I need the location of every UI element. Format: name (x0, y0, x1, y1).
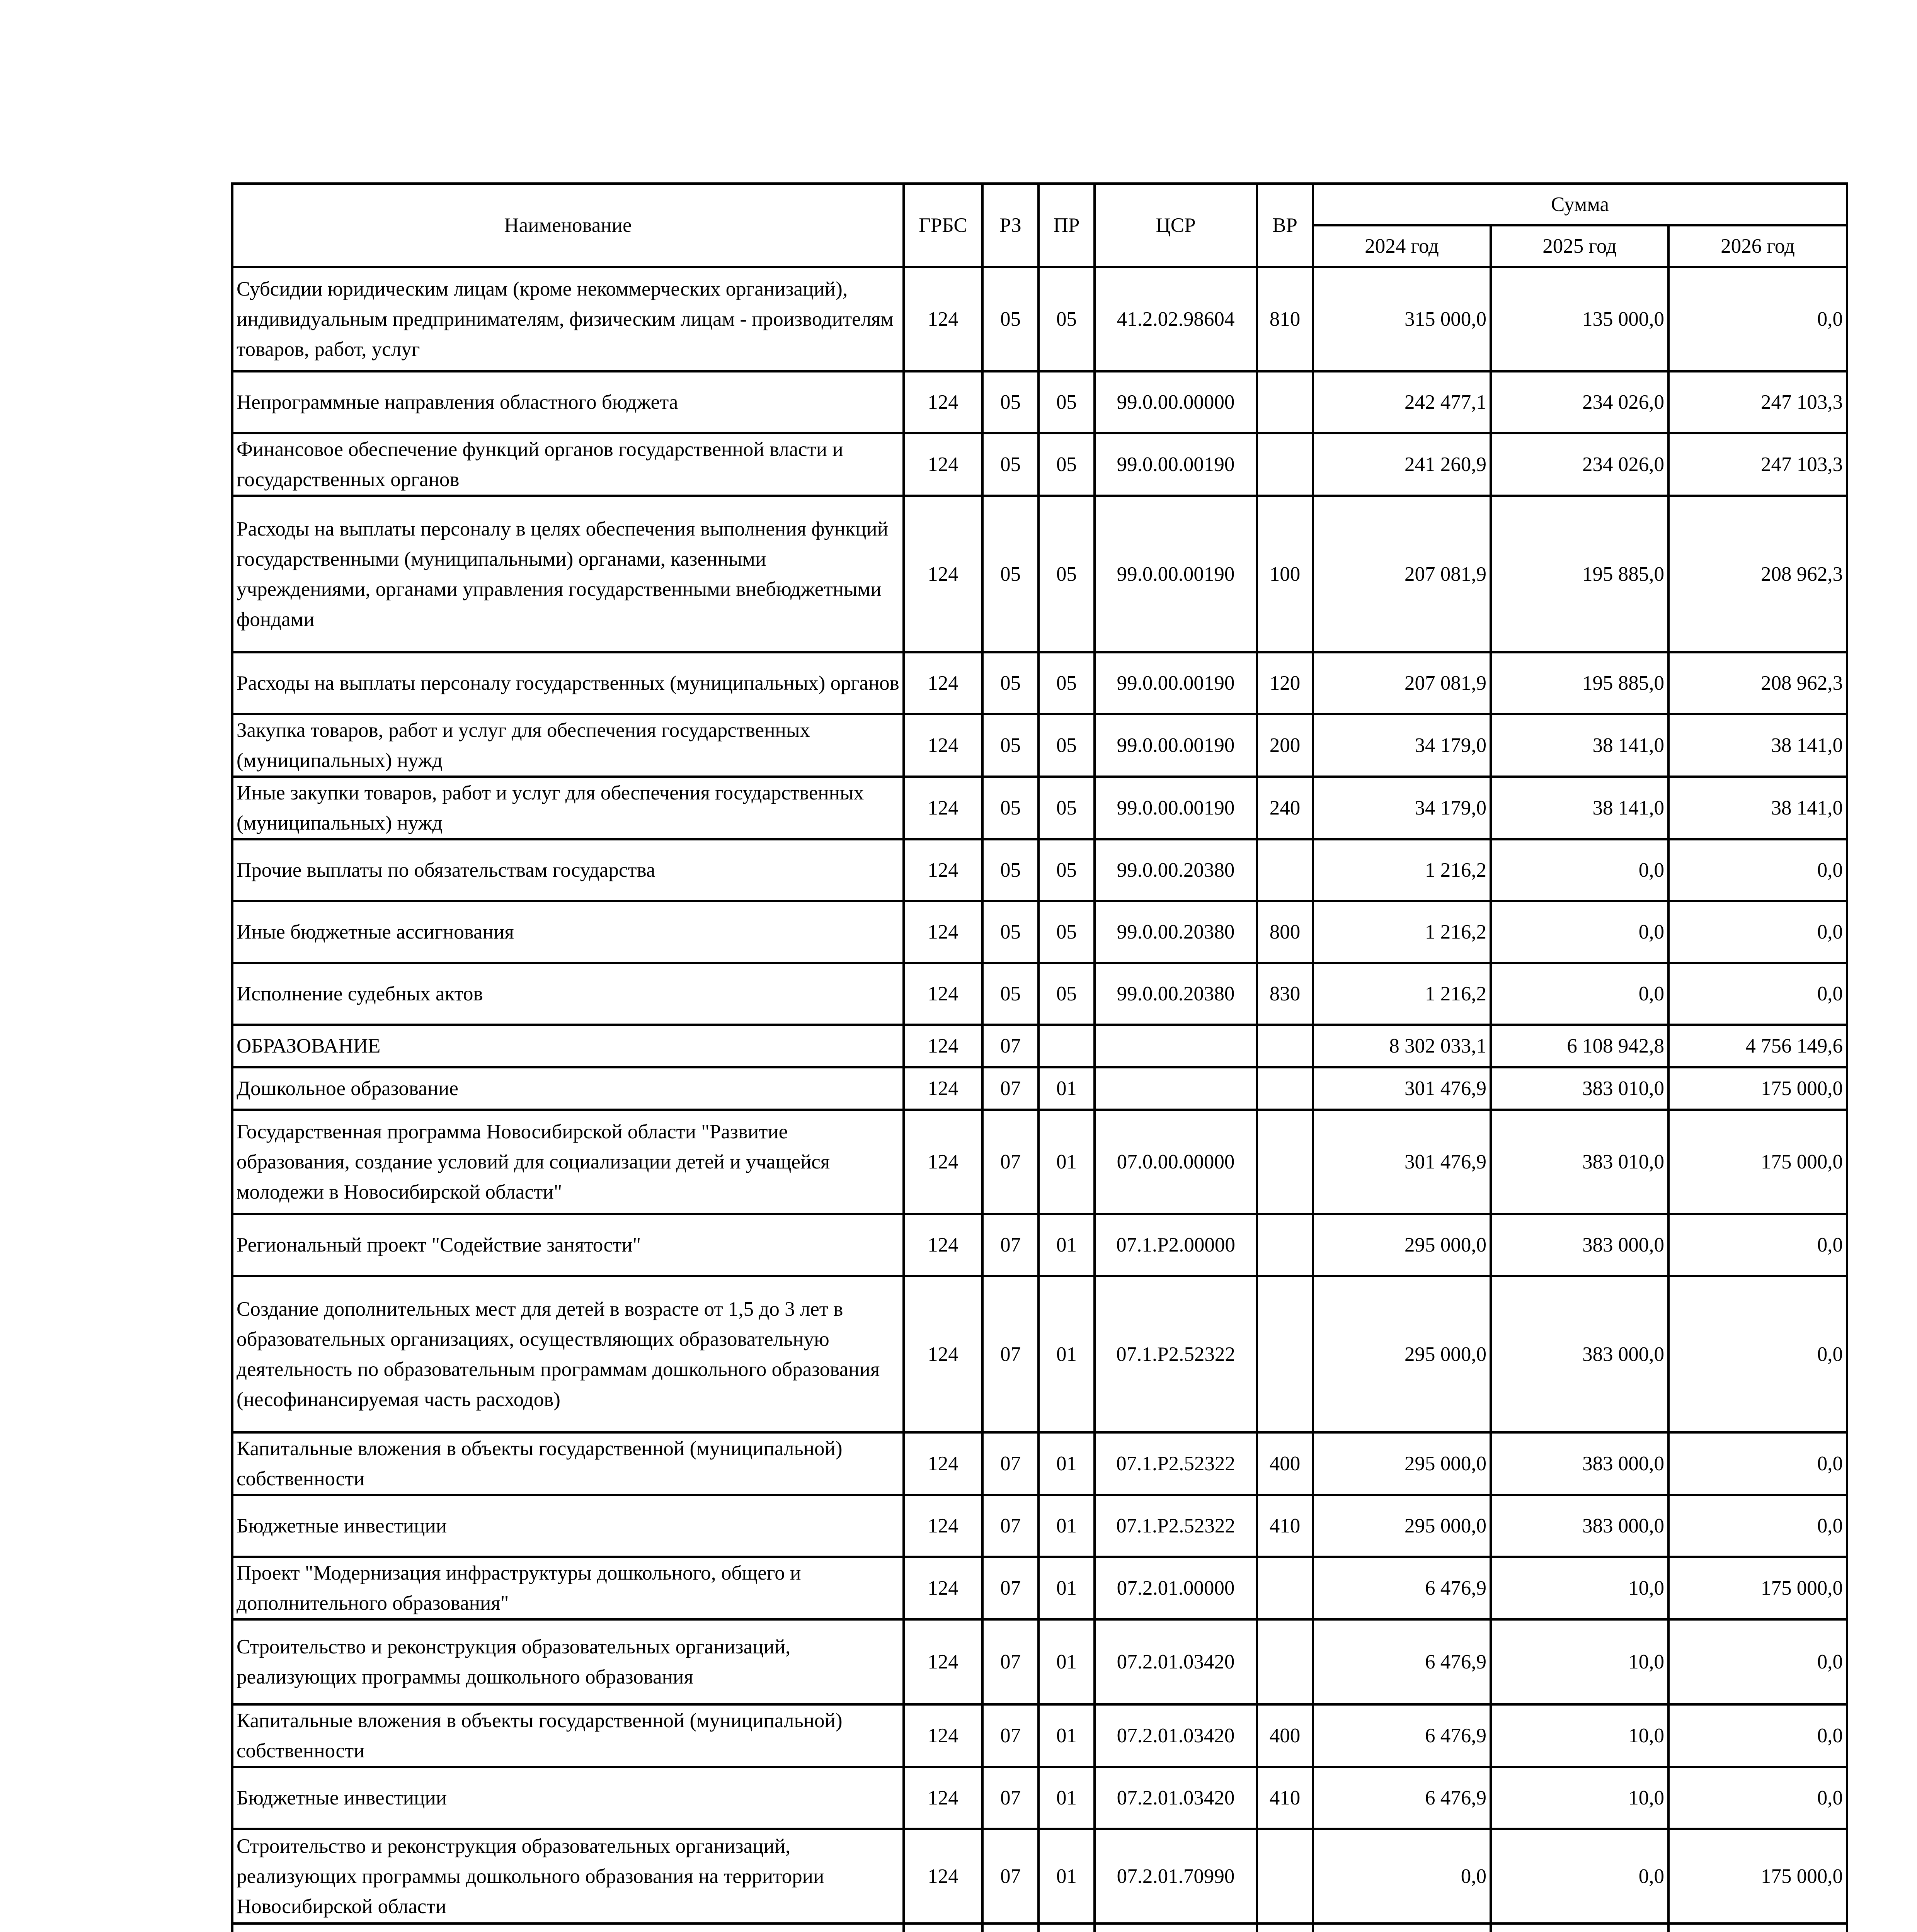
row-sum-2024: 301 476,9 (1313, 1067, 1491, 1110)
row-grbs: 124 (904, 652, 982, 714)
row-rz: 07 (982, 1432, 1039, 1495)
row-csr: 99.0.00.20380 (1095, 963, 1257, 1025)
row-rz: 05 (982, 714, 1039, 777)
row-sum-2024: 6 476,9 (1313, 1557, 1491, 1619)
row-sum-2024: 241 260,9 (1313, 433, 1491, 496)
row-vr (1257, 839, 1313, 901)
row-sum-2024 (1313, 1923, 1491, 1932)
row-rz: 07 (982, 1276, 1039, 1432)
row-sum-2025: 383 000,0 (1491, 1276, 1668, 1432)
row-csr: 07.1.P2.00000 (1095, 1214, 1257, 1276)
row-name (232, 1923, 904, 1932)
table-row (232, 496, 1847, 652)
table-row (232, 839, 1847, 901)
row-pr: 05 (1039, 371, 1095, 433)
row-pr: 01 (1039, 1704, 1095, 1767)
row-sum-2025: 234 026,0 (1491, 371, 1668, 433)
row-name: Прочие выплаты по обязательствам государства (232, 839, 904, 901)
header-rz: РЗ (982, 184, 1039, 267)
row-sum-2026: 4 756 149,6 (1668, 1025, 1847, 1067)
row-name: Финансовое обеспечение функций органов государственной власти и государственных органов (232, 433, 904, 496)
row-csr: 99.0.00.00190 (1095, 652, 1257, 714)
row-vr: 240 (1257, 777, 1313, 839)
table-row (232, 1495, 1847, 1557)
row-pr: 05 (1039, 267, 1095, 371)
row-grbs: 124 (904, 496, 982, 652)
row-pr: 05 (1039, 433, 1095, 496)
row-name: Региональный проект "Содействие занятости" (232, 1214, 904, 1276)
table-row (232, 777, 1847, 839)
row-pr: 01 (1039, 1619, 1095, 1704)
row-sum-2025: 0,0 (1491, 963, 1668, 1025)
row-sum-2025: 10,0 (1491, 1704, 1668, 1767)
row-sum-2026: 208 962,3 (1668, 496, 1847, 652)
row-vr: 400 (1257, 1704, 1313, 1767)
row-sum-2024: 1 216,2 (1313, 963, 1491, 1025)
row-vr: 400 (1257, 1432, 1313, 1495)
row-name: Капитальные вложения в объекты государственной (муниципальной) собственности (232, 1704, 904, 1767)
row-name: Закупка товаров, работ и услуг для обеспечения государственных (муниципальных) нужд (232, 714, 904, 777)
row-rz: 05 (982, 433, 1039, 496)
table-row (232, 1557, 1847, 1619)
row-vr: 410 (1257, 1767, 1313, 1829)
row-vr: 200 (1257, 714, 1313, 777)
row-sum-2024: 207 081,9 (1313, 496, 1491, 652)
row-sum-2024: 6 476,9 (1313, 1619, 1491, 1704)
header-sum: Сумма (1313, 184, 1847, 225)
row-pr (1039, 1923, 1095, 1932)
table-row (232, 267, 1847, 371)
row-pr: 01 (1039, 1557, 1095, 1619)
header-vr: ВР (1257, 184, 1313, 267)
budget-table (231, 182, 1848, 1932)
row-pr: 05 (1039, 652, 1095, 714)
row-vr: 810 (1257, 267, 1313, 371)
row-sum-2024: 242 477,1 (1313, 371, 1491, 433)
row-pr: 01 (1039, 1432, 1095, 1495)
row-sum-2026: 0,0 (1668, 1704, 1847, 1767)
row-csr: 07.2.01.70990 (1095, 1829, 1257, 1923)
row-csr: 99.0.00.00190 (1095, 777, 1257, 839)
table-row (232, 1110, 1847, 1214)
row-sum-2025: 135 000,0 (1491, 267, 1668, 371)
row-sum-2024: 6 476,9 (1313, 1704, 1491, 1767)
row-grbs: 124 (904, 1767, 982, 1829)
row-sum-2025 (1491, 1923, 1668, 1932)
row-name: Субсидии юридическим лицам (кроме некоммерческих организаций), индивидуальным предпринимателям, физическим лицам - производителям товаров, работ, услуг (232, 267, 904, 371)
table-row (232, 1432, 1847, 1495)
row-vr (1257, 1025, 1313, 1067)
row-sum-2024: 1 216,2 (1313, 901, 1491, 963)
row-sum-2025: 383 000,0 (1491, 1432, 1668, 1495)
row-grbs: 124 (904, 714, 982, 777)
row-name: Проект "Модернизация инфраструктуры дошкольного, общего и дополнительного образования" (232, 1557, 904, 1619)
table-body (232, 267, 1847, 1932)
row-csr: 99.0.00.00190 (1095, 714, 1257, 777)
row-csr: 99.0.00.20380 (1095, 901, 1257, 963)
header-year-2024: 2024 год (1313, 225, 1491, 267)
row-pr: 05 (1039, 963, 1095, 1025)
row-csr: 07.2.01.03420 (1095, 1704, 1257, 1767)
row-vr: 120 (1257, 652, 1313, 714)
row-sum-2025: 383 010,0 (1491, 1067, 1668, 1110)
row-pr: 01 (1039, 1214, 1095, 1276)
row-name: Капитальные вложения в объекты государственной (муниципальной) собственности (232, 1432, 904, 1495)
row-rz: 07 (982, 1495, 1039, 1557)
row-csr (1095, 1067, 1257, 1110)
row-sum-2026: 0,0 (1668, 267, 1847, 371)
row-sum-2025: 195 885,0 (1491, 652, 1668, 714)
header-year-2025: 2025 год (1491, 225, 1668, 267)
row-grbs: 124 (904, 1432, 982, 1495)
row-name: Дошкольное образование (232, 1067, 904, 1110)
table-row (232, 963, 1847, 1025)
row-vr (1257, 1067, 1313, 1110)
table-row (232, 1276, 1847, 1432)
row-grbs (904, 1923, 982, 1932)
header-year-2026: 2026 год (1668, 225, 1847, 267)
row-csr: 07.1.P2.52322 (1095, 1276, 1257, 1432)
row-sum-2026: 38 141,0 (1668, 777, 1847, 839)
row-sum-2025: 6 108 942,8 (1491, 1025, 1668, 1067)
row-name: Бюджетные инвестиции (232, 1495, 904, 1557)
row-vr (1257, 433, 1313, 496)
row-grbs: 124 (904, 1704, 982, 1767)
row-name: Расходы на выплаты персоналу в целях обеспечения выполнения функций государственными (муниципальными) органами, казенными учреждениями, органами управления государственными внебюджетными фондами (232, 496, 904, 652)
row-sum-2024: 315 000,0 (1313, 267, 1491, 371)
row-pr: 01 (1039, 1110, 1095, 1214)
table-row (232, 901, 1847, 963)
row-sum-2025: 10,0 (1491, 1619, 1668, 1704)
row-name: Непрограммные направления областного бюджета (232, 371, 904, 433)
row-sum-2026: 208 962,3 (1668, 652, 1847, 714)
row-rz: 05 (982, 963, 1039, 1025)
row-grbs: 124 (904, 267, 982, 371)
row-grbs: 124 (904, 433, 982, 496)
row-pr: 01 (1039, 1276, 1095, 1432)
header-pr: ПР (1039, 184, 1095, 267)
row-vr: 100 (1257, 496, 1313, 652)
row-sum-2025: 383 000,0 (1491, 1495, 1668, 1557)
table-row (232, 433, 1847, 496)
row-rz: 05 (982, 267, 1039, 371)
row-pr: 05 (1039, 714, 1095, 777)
row-rz (982, 1923, 1039, 1932)
row-csr (1095, 1025, 1257, 1067)
row-sum-2024: 34 179,0 (1313, 777, 1491, 839)
row-rz: 07 (982, 1704, 1039, 1767)
row-grbs: 124 (904, 1829, 982, 1923)
table-row (232, 1025, 1847, 1067)
row-sum-2026: 247 103,3 (1668, 371, 1847, 433)
row-grbs: 124 (904, 1495, 982, 1557)
row-sum-2025: 10,0 (1491, 1557, 1668, 1619)
row-sum-2025: 195 885,0 (1491, 496, 1668, 652)
row-grbs: 124 (904, 1067, 982, 1110)
row-csr: 07.2.01.00000 (1095, 1557, 1257, 1619)
row-sum-2026: 38 141,0 (1668, 714, 1847, 777)
header-csr: ЦСР (1095, 184, 1257, 267)
row-sum-2024: 1 216,2 (1313, 839, 1491, 901)
row-sum-2026: 175 000,0 (1668, 1067, 1847, 1110)
row-sum-2026: 175 000,0 (1668, 1557, 1847, 1619)
row-name: Создание дополнительных мест для детей в возрасте от 1,5 до 3 лет в образовательных организациях, осуществляющих образовательную деятельность по образовательным программам дошкольного образования (несофинансируемая часть расходов) (232, 1276, 904, 1432)
row-sum-2026: 175 000,0 (1668, 1829, 1847, 1923)
row-sum-2025: 10,0 (1491, 1767, 1668, 1829)
row-pr: 05 (1039, 839, 1095, 901)
row-pr: 01 (1039, 1495, 1095, 1557)
row-sum-2025: 383 010,0 (1491, 1110, 1668, 1214)
table-row (232, 1067, 1847, 1110)
row-name: Строительство и реконструкция образовательных организаций, реализующих программы дошкольного образования (232, 1619, 904, 1704)
row-rz: 05 (982, 839, 1039, 901)
row-sum-2024: 207 081,9 (1313, 652, 1491, 714)
row-vr (1257, 1276, 1313, 1432)
table-row (232, 1704, 1847, 1767)
row-csr (1095, 1923, 1257, 1932)
row-csr: 07.2.01.03420 (1095, 1619, 1257, 1704)
row-rz: 05 (982, 777, 1039, 839)
row-sum-2024: 6 476,9 (1313, 1767, 1491, 1829)
row-sum-2026: 247 103,3 (1668, 433, 1847, 496)
row-grbs: 124 (904, 1276, 982, 1432)
row-pr: 05 (1039, 777, 1095, 839)
row-sum-2026 (1668, 1923, 1847, 1932)
row-vr (1257, 1619, 1313, 1704)
row-vr: 410 (1257, 1495, 1313, 1557)
row-pr: 01 (1039, 1829, 1095, 1923)
row-sum-2024: 301 476,9 (1313, 1110, 1491, 1214)
row-sum-2026: 0,0 (1668, 963, 1847, 1025)
row-csr: 41.2.02.98604 (1095, 267, 1257, 371)
row-sum-2025: 383 000,0 (1491, 1214, 1668, 1276)
row-name: Иные закупки товаров, работ и услуг для обеспечения государственных (муниципальных) нужд (232, 777, 904, 839)
row-sum-2024: 34 179,0 (1313, 714, 1491, 777)
row-name: Иные бюджетные ассигнования (232, 901, 904, 963)
row-name: Исполнение судебных актов (232, 963, 904, 1025)
row-sum-2024: 295 000,0 (1313, 1276, 1491, 1432)
row-sum-2026: 175 000,0 (1668, 1110, 1847, 1214)
row-csr: 99.0.00.00000 (1095, 371, 1257, 433)
table-row (232, 1923, 1847, 1932)
row-csr: 99.0.00.00190 (1095, 433, 1257, 496)
row-grbs: 124 (904, 963, 982, 1025)
row-rz: 07 (982, 1557, 1039, 1619)
row-name: Строительство и реконструкция образовательных организаций, реализующих программы дошкольного образования на территории Новосибирской области (232, 1829, 904, 1923)
row-sum-2025: 38 141,0 (1491, 777, 1668, 839)
row-sum-2025: 234 026,0 (1491, 433, 1668, 496)
row-sum-2024: 8 302 033,1 (1313, 1025, 1491, 1067)
row-sum-2026: 0,0 (1668, 1495, 1847, 1557)
row-sum-2025: 38 141,0 (1491, 714, 1668, 777)
row-grbs: 124 (904, 1214, 982, 1276)
row-vr (1257, 1214, 1313, 1276)
row-sum-2026: 0,0 (1668, 1619, 1847, 1704)
row-sum-2025: 0,0 (1491, 839, 1668, 901)
row-rz: 07 (982, 1067, 1039, 1110)
row-sum-2025: 0,0 (1491, 1829, 1668, 1923)
row-grbs: 124 (904, 1025, 982, 1067)
row-sum-2026: 0,0 (1668, 1214, 1847, 1276)
row-sum-2024: 295 000,0 (1313, 1214, 1491, 1276)
header-name: Наименование (232, 184, 904, 267)
row-pr: 01 (1039, 1767, 1095, 1829)
row-rz: 05 (982, 652, 1039, 714)
row-sum-2026: 0,0 (1668, 1432, 1847, 1495)
row-rz: 07 (982, 1110, 1039, 1214)
row-rz: 07 (982, 1829, 1039, 1923)
table-row (232, 371, 1847, 433)
row-name: Бюджетные инвестиции (232, 1767, 904, 1829)
row-rz: 07 (982, 1025, 1039, 1067)
row-sum-2024: 0,0 (1313, 1829, 1491, 1923)
row-rz: 07 (982, 1214, 1039, 1276)
row-grbs: 124 (904, 839, 982, 901)
row-csr: 07.1.P2.52322 (1095, 1432, 1257, 1495)
row-grbs: 124 (904, 1557, 982, 1619)
row-csr: 07.2.01.03420 (1095, 1767, 1257, 1829)
row-grbs: 124 (904, 901, 982, 963)
row-name: Государственная программа Новосибирской области "Развитие образования, создание условий для социализации детей и учащейся молодежи в Новосибирской области" (232, 1110, 904, 1214)
row-grbs: 124 (904, 1110, 982, 1214)
table-row (232, 652, 1847, 714)
row-vr (1257, 1829, 1313, 1923)
table-row (232, 1214, 1847, 1276)
row-rz: 07 (982, 1619, 1039, 1704)
row-vr (1257, 371, 1313, 433)
row-rz: 05 (982, 371, 1039, 433)
row-pr (1039, 1025, 1095, 1067)
row-sum-2026: 0,0 (1668, 1276, 1847, 1432)
table-row (232, 714, 1847, 777)
row-sum-2026: 0,0 (1668, 1767, 1847, 1829)
row-csr: 99.0.00.00190 (1095, 496, 1257, 652)
row-grbs: 124 (904, 777, 982, 839)
row-grbs: 124 (904, 371, 982, 433)
row-vr (1257, 1557, 1313, 1619)
row-rz: 05 (982, 496, 1039, 652)
row-sum-2024: 295 000,0 (1313, 1495, 1491, 1557)
table-row (232, 1619, 1847, 1704)
table-row (232, 1767, 1847, 1829)
row-csr: 07.1.P2.52322 (1095, 1495, 1257, 1557)
row-rz: 05 (982, 901, 1039, 963)
row-vr (1257, 1110, 1313, 1214)
row-sum-2025: 0,0 (1491, 901, 1668, 963)
row-sum-2024: 295 000,0 (1313, 1432, 1491, 1495)
row-sum-2026: 0,0 (1668, 901, 1847, 963)
row-vr: 830 (1257, 963, 1313, 1025)
header-grbs: ГРБС (904, 184, 982, 267)
row-csr: 99.0.00.20380 (1095, 839, 1257, 901)
row-csr: 07.0.00.00000 (1095, 1110, 1257, 1214)
row-vr (1257, 1923, 1313, 1932)
row-vr: 800 (1257, 901, 1313, 963)
row-pr: 01 (1039, 1067, 1095, 1110)
row-rz: 07 (982, 1767, 1039, 1829)
row-name: ОБРАЗОВАНИЕ (232, 1025, 904, 1067)
row-name: Расходы на выплаты персоналу государственных (муниципальных) органов (232, 652, 904, 714)
row-pr: 05 (1039, 901, 1095, 963)
row-pr: 05 (1039, 496, 1095, 652)
row-grbs: 124 (904, 1619, 982, 1704)
row-sum-2026: 0,0 (1668, 839, 1847, 901)
table-row (232, 1829, 1847, 1923)
